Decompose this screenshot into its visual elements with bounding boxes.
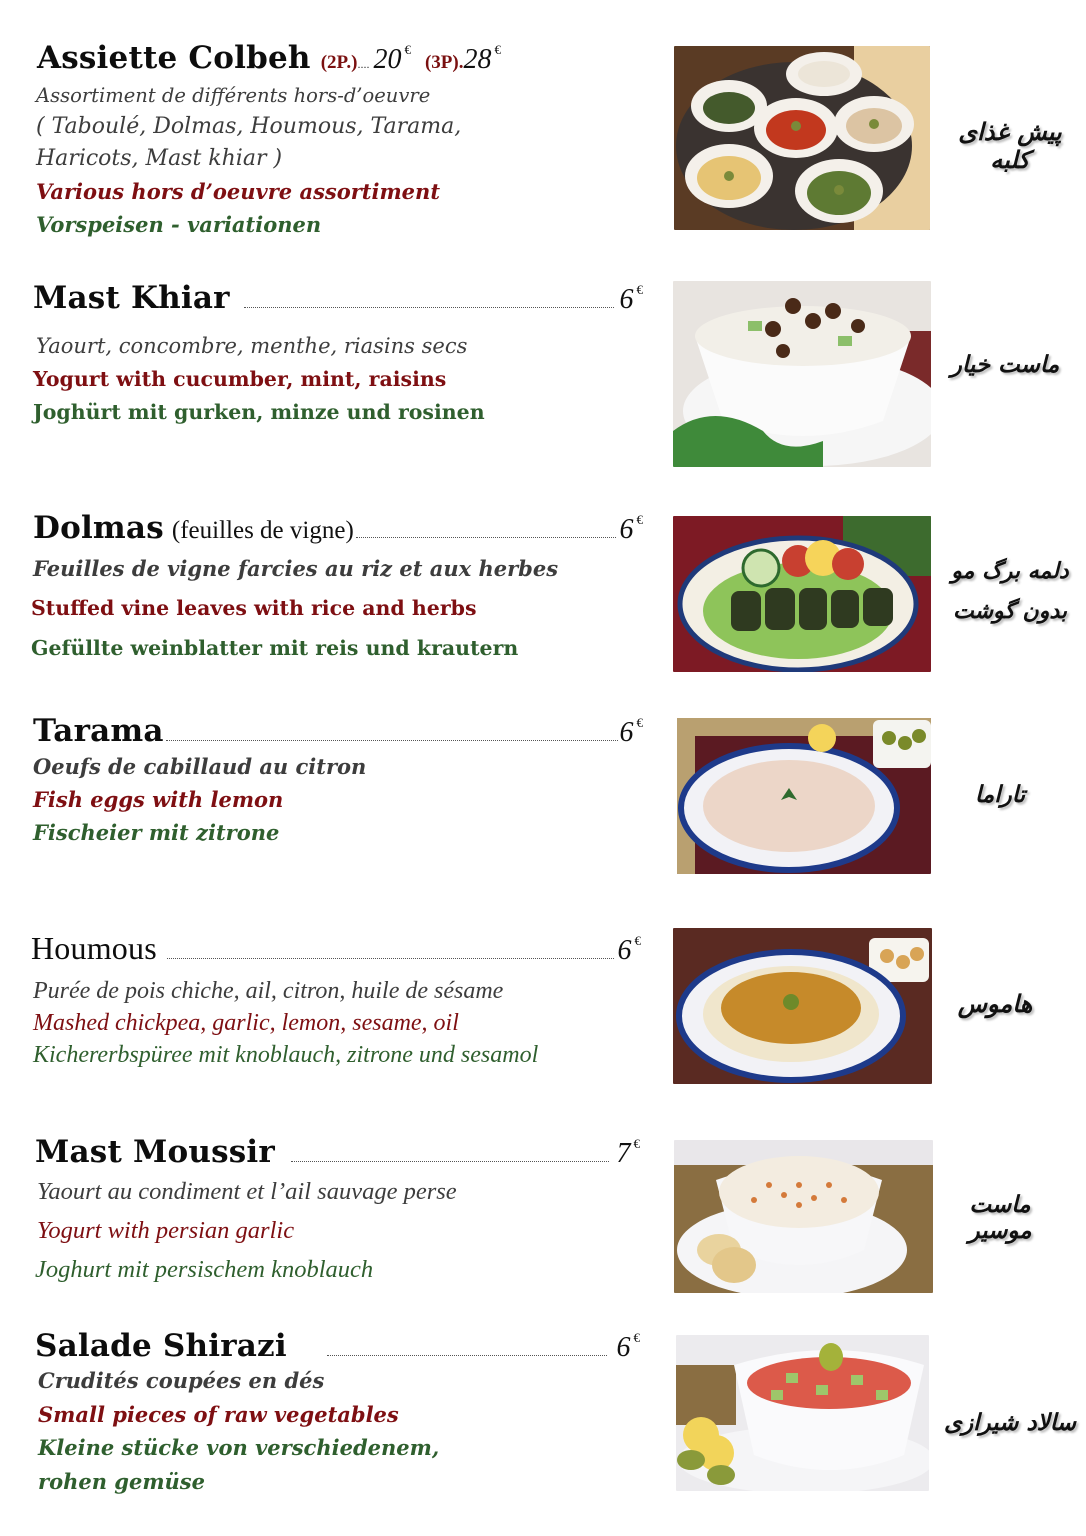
- price: 6 €: [619, 282, 643, 315]
- dot-leader: [244, 307, 614, 308]
- item-name: Assiette Colbeh: [37, 40, 311, 76]
- description-en: Yogurt with persian garlic: [37, 1217, 295, 1244]
- price: 7 €: [616, 1136, 640, 1169]
- dot-leader: ....: [357, 57, 370, 71]
- persian-name: [940, 552, 1080, 632]
- description-fr-line-3: Haricots, Mast khiar ): [36, 146, 283, 171]
- price: 6 €: [617, 933, 641, 966]
- description-de-line-2: rohen gemüse: [38, 1469, 205, 1494]
- description-de: Joghürt mit gurken, minze und rosinen: [33, 400, 485, 424]
- item-title-row: [31, 930, 641, 967]
- description-de: Kleine stücke von verschiedenem,: [38, 1435, 440, 1460]
- item-title-row: [37, 40, 501, 76]
- description-fr: Crudités coupées en dés: [38, 1368, 325, 1393]
- description-en: Mashed chickpea, garlic, lemon, sesame, oil: [33, 1010, 459, 1036]
- tarama-plate-photo: [677, 718, 931, 874]
- item-name: Tarama: [33, 713, 164, 749]
- item-name: Salade Shirazi: [35, 1328, 287, 1364]
- description-fr: Yaourt au condiment et l’ail sauvage perse: [37, 1178, 457, 1205]
- price: 6 €: [619, 512, 643, 545]
- dot-leader: [356, 537, 616, 538]
- description-fr: Assortiment de différents hors-d’oeuvre: [36, 84, 431, 107]
- description-fr-line-2: ( Taboulé, Dolmas, Houmous, Tarama,: [36, 114, 462, 139]
- description-fr: Oeufs de cabillaud au citron: [33, 754, 367, 779]
- description-fr: Feuilles de vigne farcies au riz et aux herbes: [33, 556, 559, 581]
- item-title-row: [33, 510, 643, 546]
- price-3p: 28 €: [463, 42, 501, 75]
- persian-name: هاموس: [957, 990, 1033, 1018]
- description-de: Kichererbspüree mit knoblauch, zitrone und sesamol: [33, 1042, 539, 1068]
- item-title-row: [35, 1134, 640, 1170]
- dot-leader: [327, 1355, 607, 1356]
- description-de: Joghurt mit persischem knoblauch: [35, 1256, 374, 1283]
- item-name: Mast Moussir: [35, 1134, 275, 1170]
- dot-leader: [291, 1161, 609, 1162]
- portion-3p: (3P).: [424, 52, 464, 73]
- yogurt-garlic-photo: [674, 1140, 933, 1293]
- description-de: Vorspeisen - variationen: [36, 212, 322, 237]
- description-en: Fish eggs with lemon: [33, 787, 284, 812]
- mezze-assortment-photo: [674, 46, 930, 230]
- description-en: Various hors d’oeuvre assortiment: [36, 179, 441, 204]
- price: 6 €: [616, 1330, 640, 1363]
- item-name: Mast Khiar: [33, 280, 230, 316]
- description-de: Fischeier mit zitrone: [33, 820, 280, 845]
- item-title-row: [33, 280, 643, 316]
- dot-leader: [166, 740, 618, 741]
- persian-name: پیش غذای کلبه: [958, 118, 1062, 174]
- item-name: Dolmas: [33, 510, 164, 546]
- price: 6 €: [619, 715, 643, 748]
- portion-2p: (2P.): [320, 52, 358, 73]
- yogurt-cucumber-photo: [673, 281, 931, 467]
- item-title-row: [33, 713, 643, 749]
- description-fr: Yaourt, concombre, menthe, riasins secs: [36, 334, 468, 358]
- houmous-plate-photo: [673, 928, 932, 1084]
- description-en: Stuffed vine leaves with rice and herbs: [31, 596, 477, 620]
- persian-name: ماست خیار: [950, 352, 1060, 378]
- description-fr: Purée de pois chiche, ail, citron, huile de sésame: [33, 978, 504, 1004]
- shirazi-salad-photo: [676, 1335, 929, 1491]
- item-name: Houmous: [31, 930, 157, 966]
- description-de: Gefüllte weinblatter mit reis und krautern: [31, 636, 519, 660]
- description-en: Small pieces of raw vegetables: [38, 1402, 399, 1427]
- stuffed-vine-leaves-photo: [673, 516, 931, 672]
- price-2p: 20 €: [373, 42, 411, 75]
- description-en: Yogurt with cucumber, mint, raisins: [33, 367, 447, 391]
- persian-name: سالاد شیرازی: [943, 1410, 1077, 1436]
- persian-name: تاراما: [974, 782, 1026, 808]
- persian-name: ماست موسیر: [968, 1192, 1032, 1244]
- item-name-suffix: (feuilles de vigne): [171, 517, 354, 544]
- item-title-row: [35, 1328, 640, 1364]
- persian-name-line-1: دلمه برگ مو: [951, 559, 1069, 584]
- persian-name-line-2: بدون گوشت: [953, 599, 1067, 624]
- dot-leader: [167, 958, 614, 959]
